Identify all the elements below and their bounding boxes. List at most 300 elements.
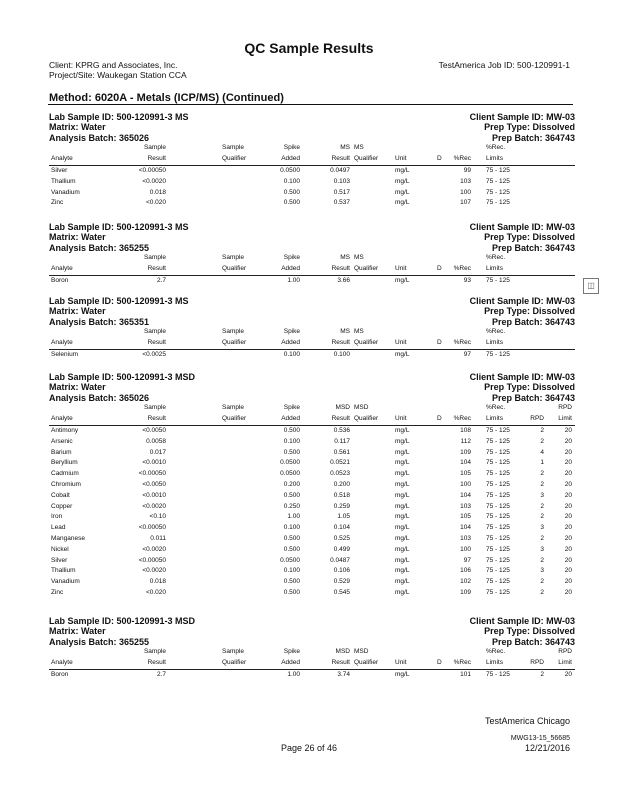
header-d: D (437, 265, 442, 272)
cell-rpd: 2 (540, 437, 544, 445)
cell-sample-result: 0.017 (149, 448, 166, 456)
cell-spike-added: 0.200 (283, 481, 300, 488)
cell-rpd-limit: 20 (564, 535, 572, 542)
section-batch-line (49, 133, 575, 143)
table-row (49, 178, 575, 188)
header-sample-bot: Result (147, 415, 166, 422)
cell-spike-added: 0.500 (283, 448, 300, 456)
table-row (49, 427, 575, 437)
cell-sample-result: <0.0010 (142, 491, 166, 499)
footer-page: Page 26 of 46 (280, 743, 338, 753)
header-sample-bot: Result (147, 265, 166, 272)
cell-limits: 75 - 125 (486, 567, 510, 575)
cell-rec: 104 (460, 524, 471, 532)
cell-result: 0.0487 (330, 556, 350, 564)
cell-spike-added: 0.500 (283, 427, 300, 434)
cell-limits: 75 - 125 (486, 481, 510, 488)
table-row (49, 199, 575, 209)
cell-analyte: Thallium (51, 177, 76, 185)
section-matrix-line (49, 382, 575, 392)
cell-rec: 106 (460, 567, 471, 575)
cell-limits: 75 - 125 (486, 427, 510, 434)
header-spike-bot: Added (281, 155, 300, 162)
cell-spike-added: 0.500 (283, 199, 300, 207)
cell-unit: mg/L (395, 491, 410, 499)
header-unit: Unit (395, 155, 407, 162)
cell-unit: mg/L (395, 545, 410, 553)
cell-limits: 75 - 125 (486, 491, 510, 499)
cell-spike-added: 0.500 (283, 578, 300, 586)
cell-analyte: Silver (51, 167, 68, 174)
section-matrix-line (49, 306, 575, 316)
cell-rpd: 3 (540, 567, 544, 575)
cell-rpd: 3 (540, 524, 544, 532)
cell-result: 0.517 (333, 188, 350, 196)
header-limits-top: %Rec. (486, 144, 506, 151)
header-result-bot: Result (331, 265, 350, 272)
header-analyte: Analyte (51, 155, 73, 162)
cell-result: 0.0523 (330, 470, 350, 478)
cell-result: 0.545 (333, 589, 350, 596)
table-row (49, 671, 575, 681)
cell-spike-added: 0.500 (283, 589, 300, 596)
cell-analyte: Boron (51, 671, 69, 678)
cell-rec: 103 (460, 502, 471, 510)
cell-analyte: Nickel (51, 545, 69, 553)
cell-sample-result: 0.018 (149, 578, 166, 586)
cell-rec: 102 (460, 578, 471, 586)
cell-rec: 105 (460, 513, 471, 521)
cell-limits: 75 - 125 (486, 437, 510, 445)
cell-sample-result: 0.018 (149, 188, 166, 196)
lab-sample-id: Lab Sample ID: 500-120991-3 MSD (49, 372, 196, 382)
prep-type: Prep Type: Dissolved (484, 306, 575, 316)
cell-rpd: 2 (540, 502, 544, 510)
prep-batch: Prep Batch: 364743 (491, 133, 575, 143)
footer-doc-id: MWG13-15_56685 (510, 735, 570, 742)
cell-rec: 109 (460, 589, 471, 596)
header-limits-top: %Rec. (486, 648, 506, 655)
cell-limits: 75 - 125 (486, 459, 510, 467)
header-result-bot: Result (331, 155, 350, 162)
cell-unit: mg/L (395, 470, 410, 478)
cell-unit: mg/L (395, 167, 410, 174)
cell-limits: 75 - 125 (486, 470, 510, 478)
cell-result: 0.561 (333, 448, 350, 456)
cell-rpd: 3 (540, 491, 544, 499)
header-divider (49, 165, 575, 166)
cell-rec: 105 (460, 470, 471, 478)
cell-rpd: 2 (540, 535, 544, 542)
cell-analyte: Chromium (51, 481, 81, 488)
header-sample-bot: Result (147, 339, 166, 346)
header-qual-bot: Qualifier (222, 339, 247, 346)
cell-spike-added: 0.500 (283, 491, 300, 499)
header-spike-top: Spike (283, 648, 300, 655)
footer-date: 12/21/2016 (524, 743, 570, 753)
table-row (49, 449, 575, 459)
cell-rpd-limit: 20 (564, 459, 572, 467)
cell-limits: 75 - 125 (486, 167, 510, 174)
method-heading: Method: 6020A - Metals (ICP/MS) (Continued) (49, 92, 284, 104)
cell-rpd-limit: 20 (564, 589, 572, 596)
cell-analyte: Cadmium (51, 470, 79, 478)
cell-sample-result: <0.0025 (142, 351, 166, 358)
cell-result: 0.499 (333, 545, 350, 553)
cell-rec: 103 (460, 535, 471, 542)
cell-sample-result: <0.00050 (138, 470, 166, 478)
cell-unit: mg/L (395, 177, 410, 185)
header-result-bot: Result (331, 339, 350, 346)
cell-spike-added: 0.100 (283, 351, 300, 358)
cell-limits: 75 - 125 (486, 513, 510, 521)
header-qual-top: Sample (222, 328, 245, 335)
cell-rpd-limit: 20 (564, 578, 572, 586)
header-rpdlim-bot: Limit (558, 415, 572, 422)
header-d: D (437, 339, 442, 346)
cell-result: 3.66 (337, 277, 350, 284)
cell-analyte: Vanadium (51, 578, 80, 586)
cell-analyte: Silver (51, 556, 68, 564)
client-sample-id: Client Sample ID: MW-03 (469, 372, 575, 382)
cell-rec: 104 (460, 491, 471, 499)
cell-rpd: 2 (540, 470, 544, 478)
header-result-top: MS (340, 144, 350, 151)
section-batch-line (49, 317, 575, 327)
header-sample-bot: Result (147, 155, 166, 162)
prep-batch: Prep Batch: 364743 (491, 393, 575, 403)
analysis-batch: Analysis Batch: 365026 (49, 133, 150, 143)
cell-analyte: Cobalt (51, 491, 70, 499)
job-id: TestAmerica Job ID: 500-120991-1 (438, 60, 570, 70)
header-qual-bot: Qualifier (222, 155, 247, 162)
header-analyte: Analyte (51, 339, 73, 346)
cell-sample-result: <0.0010 (142, 459, 166, 467)
header-rq-bot: Qualifier (354, 659, 379, 666)
cell-analyte: Zinc (51, 589, 64, 596)
client-sample-id: Client Sample ID: MW-03 (469, 616, 575, 626)
cell-limits: 75 - 125 (486, 589, 510, 596)
cell-result: 0.536 (333, 427, 350, 434)
prep-batch: Prep Batch: 364743 (491, 637, 575, 647)
header-divider (49, 425, 575, 426)
cell-result: 0.100 (333, 351, 350, 358)
table-row (49, 557, 575, 567)
cell-result: 0.259 (333, 502, 350, 510)
matrix: Matrix: Water (49, 306, 106, 316)
header-sample-bot: Result (147, 659, 166, 666)
header-rpd: RPD (530, 659, 544, 666)
header-rq-top: MSD (354, 404, 369, 411)
cell-unit: mg/L (395, 567, 410, 575)
header-sample-top: Sample (143, 254, 166, 261)
lab-sample-id: Lab Sample ID: 500-120991-3 MS (49, 296, 189, 306)
cell-spike-added: 0.0500 (280, 556, 300, 564)
header-divider (49, 669, 575, 670)
cell-rpd: 3 (540, 545, 544, 553)
cell-rpd: 1 (540, 459, 544, 467)
header-rq-top: MS (354, 144, 364, 151)
cell-rpd: 2 (540, 671, 544, 678)
cell-rpd-limit: 20 (564, 513, 572, 521)
header-result-top: MS (340, 254, 350, 261)
cell-sample-result: <0.0020 (142, 545, 166, 553)
header-rq-bot: Qualifier (354, 155, 379, 162)
cell-spike-added: 0.100 (283, 177, 300, 185)
cell-result: 0.117 (334, 437, 350, 445)
cell-spike-added: 0.100 (283, 567, 300, 575)
cell-rpd-limit: 20 (564, 545, 572, 553)
cell-sample-result: <0.10 (149, 513, 166, 521)
header-row-bottom (49, 339, 575, 349)
header-rec: %Rec (453, 415, 471, 422)
header-divider (49, 275, 575, 276)
table-row (49, 438, 575, 448)
header-result-top: MSD (335, 404, 350, 411)
section-id-line (49, 296, 575, 306)
cell-sample-result: <0.00050 (138, 524, 166, 532)
prep-type: Prep Type: Dissolved (484, 382, 575, 392)
header-row-bottom (49, 659, 575, 669)
cell-unit: mg/L (395, 351, 410, 358)
section-matrix-line (49, 626, 575, 636)
cell-unit: mg/L (395, 535, 410, 542)
cell-result: 3.74 (337, 671, 350, 678)
cell-unit: mg/L (395, 481, 410, 488)
cell-unit: mg/L (395, 277, 410, 284)
prep-type: Prep Type: Dissolved (484, 626, 575, 636)
cell-spike-added: 0.100 (283, 524, 300, 532)
table-row (49, 470, 575, 480)
header-sample-top: Sample (143, 328, 166, 335)
project-site: Project/Site: Waukegan Station CCA (49, 70, 187, 80)
cell-limits: 75 - 125 (486, 199, 510, 207)
cell-rpd-limit: 20 (564, 470, 572, 478)
cell-analyte: Beryllium (51, 459, 78, 467)
cell-result: 0.103 (333, 177, 350, 185)
cell-rpd: 2 (540, 481, 544, 488)
header-row-bottom (49, 155, 575, 165)
cell-limits: 75 - 125 (486, 351, 510, 358)
cell-spike-added: 0.250 (283, 502, 300, 510)
cell-result: 0.104 (333, 524, 350, 532)
cell-limits: 75 - 125 (486, 448, 510, 456)
table-row (49, 277, 575, 287)
cell-unit: mg/L (395, 459, 410, 467)
header-spike-top: Spike (283, 404, 300, 411)
header-analyte: Analyte (51, 415, 73, 422)
cell-spike-added: 1.00 (287, 513, 300, 521)
header-sample-top: Sample (143, 144, 166, 151)
cell-sample-result: <0.020 (145, 589, 166, 596)
cell-rec: 97 (463, 556, 471, 564)
header-row-top (49, 648, 575, 658)
cell-limits: 75 - 125 (486, 671, 510, 678)
cell-limits: 75 - 125 (486, 578, 510, 586)
cell-result: 0.537 (333, 199, 350, 207)
header-qual-bot: Qualifier (222, 265, 247, 272)
table-row (49, 513, 575, 523)
header-qual-top: Sample (222, 648, 245, 655)
cell-rpd: 2 (540, 427, 544, 434)
header-rpdlim-top: RPD (558, 648, 572, 655)
cell-rec: 100 (460, 481, 471, 488)
cell-unit: mg/L (395, 671, 410, 678)
header-row-top (49, 254, 575, 264)
table-row (49, 589, 575, 599)
cell-rpd-limit: 20 (564, 524, 572, 532)
cell-unit: mg/L (395, 188, 410, 196)
cell-sample-result: <0.0020 (142, 502, 166, 510)
header-rpd: RPD (530, 415, 544, 422)
header-qual-bot: Qualifier (222, 659, 247, 666)
header-rec: %Rec (453, 659, 471, 666)
header-limits-bot: Limits (486, 339, 503, 346)
section-batch-line (49, 243, 575, 253)
cell-sample-result: <0.0020 (142, 567, 166, 575)
analysis-batch: Analysis Batch: 365026 (49, 393, 150, 403)
cell-rpd: 2 (540, 589, 544, 596)
header-rq-bot: Qualifier (354, 415, 379, 422)
lab-sample-id: Lab Sample ID: 500-120991-3 MS (49, 222, 189, 232)
cell-result: 0.106 (333, 567, 350, 575)
cell-unit: mg/L (395, 199, 410, 207)
cell-rpd: 4 (540, 448, 544, 456)
header-d: D (437, 155, 442, 162)
header-limits-bot: Limits (486, 415, 503, 422)
cell-sample-result: 2.7 (156, 671, 166, 678)
header-result-top: MS (340, 328, 350, 335)
cell-result: 0.200 (333, 481, 350, 488)
cell-limits: 75 - 125 (486, 502, 510, 510)
cell-rpd-limit: 20 (564, 427, 572, 434)
cell-sample-result: <0.00050 (138, 556, 166, 564)
matrix: Matrix: Water (49, 122, 106, 132)
cell-limits: 75 - 125 (486, 524, 510, 532)
client-name: Client: KPRG and Associates, Inc. (49, 60, 178, 70)
cell-unit: mg/L (395, 513, 410, 521)
table-row (49, 481, 575, 491)
header-row-top (49, 328, 575, 338)
section-matrix-line (49, 122, 575, 132)
cell-result: 0.529 (333, 578, 350, 586)
table-row (49, 535, 575, 545)
cell-analyte: Barium (51, 448, 72, 456)
page-title: QC Sample Results (244, 40, 374, 56)
cell-rec: 108 (460, 427, 471, 434)
prep-type: Prep Type: Dissolved (484, 122, 575, 132)
analysis-batch: Analysis Batch: 365255 (49, 243, 150, 253)
cell-analyte: Arsenic (51, 437, 73, 445)
header-rq-top: MS (354, 254, 364, 261)
matrix: Matrix: Water (49, 382, 106, 392)
cell-rec: 100 (460, 545, 471, 553)
header-spike-top: Spike (283, 144, 300, 151)
cell-result: 0.518 (333, 491, 350, 499)
cell-limits: 75 - 125 (486, 545, 510, 553)
cell-limits: 75 - 125 (486, 177, 510, 185)
section-batch-line (49, 393, 575, 403)
table-row (49, 351, 575, 361)
header-rq-top: MSD (354, 648, 369, 655)
cell-analyte: Selenium (51, 351, 79, 358)
client-sample-id: Client Sample ID: MW-03 (469, 222, 575, 232)
prep-type: Prep Type: Dissolved (484, 232, 575, 242)
cell-spike-added: 0.0500 (280, 459, 300, 467)
cell-rpd-limit: 20 (564, 671, 572, 678)
cell-sample-result: <0.0050 (142, 427, 166, 434)
table-row (49, 492, 575, 502)
header-limits-bot: Limits (486, 155, 503, 162)
cell-result: 0.0521 (330, 459, 350, 467)
cell-unit: mg/L (395, 578, 410, 586)
header-d: D (437, 659, 442, 666)
cell-rec: 101 (460, 671, 471, 678)
prep-batch: Prep Batch: 364743 (491, 317, 575, 327)
footer-lab: TestAmerica Chicago (484, 716, 570, 726)
header-unit: Unit (395, 415, 407, 422)
cell-rec: 93 (463, 277, 471, 284)
cell-rpd-limit: 20 (564, 567, 572, 575)
cell-rec: 104 (460, 459, 471, 467)
header-unit: Unit (395, 265, 407, 272)
cell-rpd-limit: 20 (564, 556, 572, 564)
method-divider (48, 104, 573, 105)
section-id-line (49, 112, 575, 122)
cell-rpd: 2 (540, 556, 544, 564)
header-rpdlim-top: RPD (558, 404, 572, 411)
prep-batch: Prep Batch: 364743 (491, 243, 575, 253)
cell-unit: mg/L (395, 448, 410, 456)
table-row (49, 459, 575, 469)
header-rec: %Rec (453, 265, 471, 272)
cell-rpd-limit: 20 (564, 491, 572, 499)
header-rq-bot: Qualifier (354, 265, 379, 272)
header-row-top (49, 144, 575, 154)
cell-limits: 75 - 125 (486, 188, 510, 196)
cell-spike-added: 1.00 (287, 277, 300, 284)
cell-result: 0.525 (333, 535, 350, 542)
cell-rpd-limit: 20 (564, 437, 572, 445)
cell-rpd-limit: 20 (564, 448, 572, 456)
cell-analyte: Zinc (51, 199, 64, 207)
table-row (49, 503, 575, 513)
lab-sample-id: Lab Sample ID: 500-120991-3 MS (49, 112, 189, 122)
table-row (49, 578, 575, 588)
analysis-batch: Analysis Batch: 365351 (49, 317, 150, 327)
header-row-top (49, 404, 575, 414)
cell-unit: mg/L (395, 556, 410, 564)
cell-sample-result: <0.0050 (142, 481, 166, 488)
header-spike-bot: Added (281, 265, 300, 272)
bookmark-icon: ◫ (583, 278, 599, 294)
cell-spike-added: 0.500 (283, 188, 300, 196)
header-limits-bot: Limits (486, 265, 503, 272)
header-spike-top: Spike (283, 254, 300, 261)
cell-result: 0.0497 (330, 167, 350, 174)
matrix: Matrix: Water (49, 232, 106, 242)
header-sample-top: Sample (143, 404, 166, 411)
matrix: Matrix: Water (49, 626, 106, 636)
header-row-bottom (49, 265, 575, 275)
header-sample-top: Sample (143, 648, 166, 655)
header-limits-top: %Rec. (486, 328, 506, 335)
cell-limits: 75 - 125 (486, 556, 510, 564)
header-divider (49, 349, 575, 350)
header-unit: Unit (395, 339, 407, 346)
table-row (49, 189, 575, 199)
header-result-top: MSD (335, 648, 350, 655)
